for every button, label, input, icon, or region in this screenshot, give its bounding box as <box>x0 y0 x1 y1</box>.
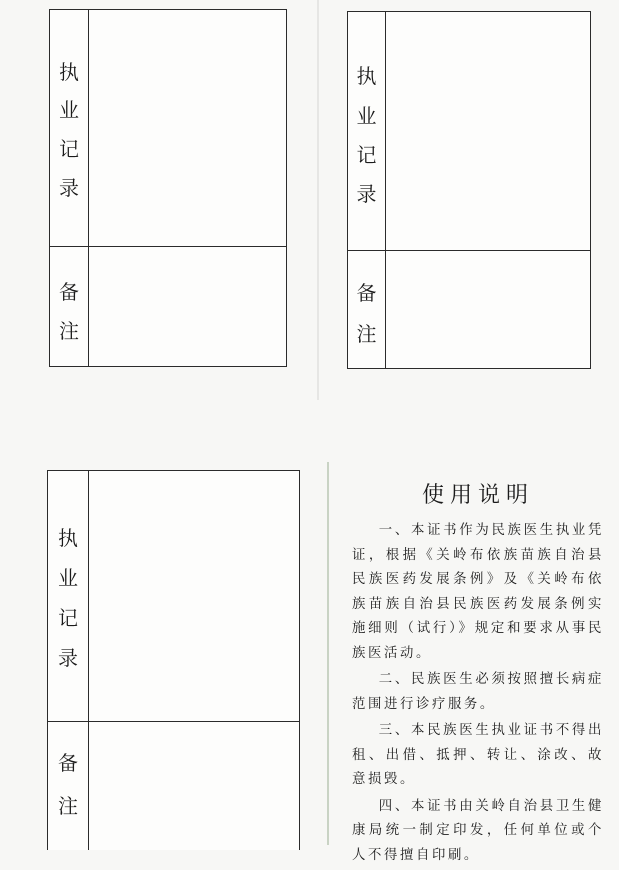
record-label-char: 执 <box>58 526 78 550</box>
instructions-title: 使用说明 <box>421 483 534 508</box>
record-form-top-left <box>49 9 287 367</box>
record-form-bottom-left <box>47 470 300 850</box>
instruction-paragraph: 三、本民族医生执业证书不得出租、出借、抵押、转让、涂改、故意损毁。 <box>352 723 604 787</box>
instruction-paragraph: 四、本证书由关岭自治县卫生健康局统一制定印发，任何单位或个人不得擅自印刷。 <box>352 798 604 863</box>
page-fold-bottom <box>327 462 329 845</box>
form-divider <box>48 721 299 722</box>
remarks-label-char: 备 <box>356 281 377 305</box>
record-label-char: 记 <box>59 137 79 161</box>
record-label-char: 记 <box>58 606 78 630</box>
page-fold-top <box>317 0 319 400</box>
remarks-label-char: 备 <box>59 280 79 304</box>
instruction-paragraph: 一、本证书作为民族医生执业凭证，根据《关岭布依族苗族自治县民族医药发展条例》及《关岭布依族苗族自治县民族医药发展条例实施细则（试行）》规定和要求从事民族医活动。 <box>352 523 604 661</box>
remarks-label-char: 备 <box>58 751 78 775</box>
record-label-char: 业 <box>59 98 79 122</box>
remarks-label-char: 注 <box>356 322 377 346</box>
form-divider <box>50 246 286 247</box>
record-label-char: 业 <box>58 566 78 590</box>
record-label-char: 执 <box>59 60 79 84</box>
remarks-label-char: 注 <box>59 319 79 343</box>
record-form-top-right <box>347 11 591 369</box>
record-label-char: 录 <box>58 646 78 670</box>
record-label-char: 执 <box>356 64 377 88</box>
usage-instructions <box>352 478 604 870</box>
remarks-label-char: 注 <box>58 794 78 818</box>
form-divider <box>348 250 590 251</box>
record-label-char: 业 <box>356 104 377 128</box>
instruction-paragraph: 二、民族医生必须按照擅长病症范围进行诊疗服务。 <box>352 672 604 712</box>
record-label-char: 记 <box>356 143 377 167</box>
record-label-char: 录 <box>356 182 377 206</box>
record-label-char: 录 <box>59 176 79 200</box>
